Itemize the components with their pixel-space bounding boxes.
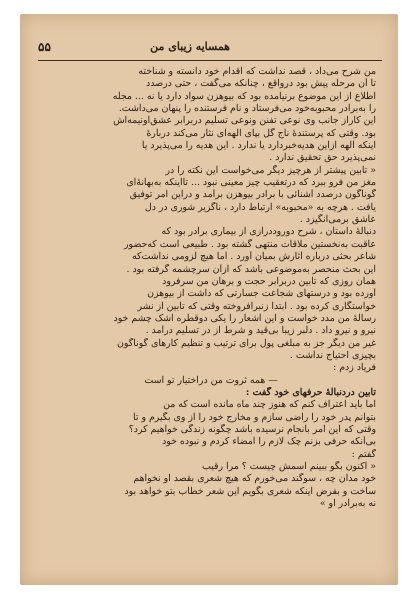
page-number: ۵۵ xyxy=(38,40,51,54)
text-line: « اکنون بگو ببینم اسمش چیست ؟ مرا رقیب xyxy=(201,461,376,472)
text-line: دنبالهٔ داستان ، شرح دوروددرازی از بیماری برادر بود که xyxy=(161,226,376,238)
text-line: من شرح می‌داد ، قصد نداشت که اقدام خود دانسته و شناخته xyxy=(138,66,376,77)
text-line: اطلاع از این موضوع برنیامده بود که بیوهزن سواد دارد یا نه ... مجله xyxy=(112,90,376,102)
running-title: همسایه زیبای من xyxy=(150,40,230,53)
text-line: عاشق برمی‌انگیزد . xyxy=(299,214,376,226)
text-line: خواستگاری کرده بود . ابتدا زنبرافروخته وقتی که تابین از نشر xyxy=(137,300,376,312)
book-page xyxy=(20,14,398,585)
text-line: نه به‌برادر او » xyxy=(319,498,376,510)
text-line: نیرو و نیرو داد . دلبر زیبا بی‌قید و شرط از در تسلیم درآمد . xyxy=(145,325,376,337)
text-line: این کاراز جانب وی نوعی تفنن ونوعی تسلیم دربرابر عشق‌اونیمه‌اش xyxy=(113,115,376,127)
text-line: « تابین پیشتر از هرچیز دیگر می‌خواست این نکته را در xyxy=(165,164,376,176)
text-line: گوناگون درصدد آشنائی با برادر بیوهزن برآمد و دراین امر توفیق xyxy=(129,189,376,201)
text-line: یافت . هرچه به «محبوبه» ارتباط دارد ، ناگزیر شوری در دل xyxy=(144,201,376,213)
text-line: آورده بود و درستهای شجاعت جسارتی که داشت از بیوهزن xyxy=(147,288,376,300)
text-line: اینکه الهه ازاین هدیه‌خبردارد یا ندارد . این هدیه را می‌پذیرد یا xyxy=(141,140,376,152)
text-line: ساخت و بفرض اینکه شعری بگویم این شعر خطاب بتو خواهد بود xyxy=(124,485,376,497)
text-line: رسالهٔ من مدد خواست و این اشعار را یکی دوقطره اشک چشم خود xyxy=(113,312,376,324)
text-line: را به‌برادر محبوبه‌خود می‌فرستاد و نام فرستنده را پنهان می‌داشت. xyxy=(118,103,376,115)
text-line: تا آن مرحله پیش بود درواقع ، چنانکه می‌گفت ، حتی درصدد xyxy=(146,78,376,90)
text-line: — همه ثروت من دراختیار تو است xyxy=(144,374,278,386)
text-line: وقتی که این امر بانجام نرسیده باشد چگونه زندگی خواهیم کرد؟ xyxy=(128,423,376,435)
text-line: عاقبت به‌نخستین ملاقات منتهی گشته بود . طبیعی است که‌حضور xyxy=(123,238,376,250)
page-header xyxy=(38,38,380,58)
text-line: این بحث منحصر به‌موضوعی باشد که ازآن سرچشمه گرفته بود . xyxy=(126,263,376,275)
text-line: بود. وقتی که پرستندهٔ ناج گل بپای الهه‌ای نثار می‌کند دربارهٔ xyxy=(146,127,376,139)
text-line: بی‌آنکه حرفی بزنم چک لازم را امضاء کردم و نبوده خود xyxy=(162,436,376,448)
text-line: فریاد زدم : xyxy=(333,362,376,374)
text-line: بچیزی احتیاج نداشت . xyxy=(289,349,376,361)
text-line: شاعر بحثی درباره آثارش بمیان آورد . اما هیچ لزومی نداشت‌که xyxy=(131,251,376,263)
text-line: همان روزی که تابین دربرابر حجت و برهان من سرفرود xyxy=(162,275,376,287)
text-line: اما باید اعتراف کنم که هنوز چند ماه مانده است که من xyxy=(163,399,376,411)
text-line: غیر من دیگر جز به مبلغی پول برای ترتیب و تنظیم کارهای گوناگون xyxy=(117,337,376,349)
text-line: تابین دردنبالهٔ حرفهای خود گفت : xyxy=(245,386,376,398)
text-line: نمی‌پذیرد حق تحقیق ندارد . xyxy=(269,152,376,164)
page-body xyxy=(46,66,376,510)
text-line: مغز من فرو ببرد که درتعقیب چیز معینی نبود ... تااینکه به‌بهانهٔ‌ای xyxy=(126,177,376,189)
text-line: خود مدان چه ، سوگند می‌خورم که هیچ شعری بقصد او نخواهم xyxy=(133,473,376,485)
header-rule xyxy=(38,60,382,61)
text-line: گفتم : xyxy=(351,448,376,460)
text-line: بتوانم پدر خود را راضی سازم و مخارج خود را از وی بگیرم و تا xyxy=(133,411,376,423)
